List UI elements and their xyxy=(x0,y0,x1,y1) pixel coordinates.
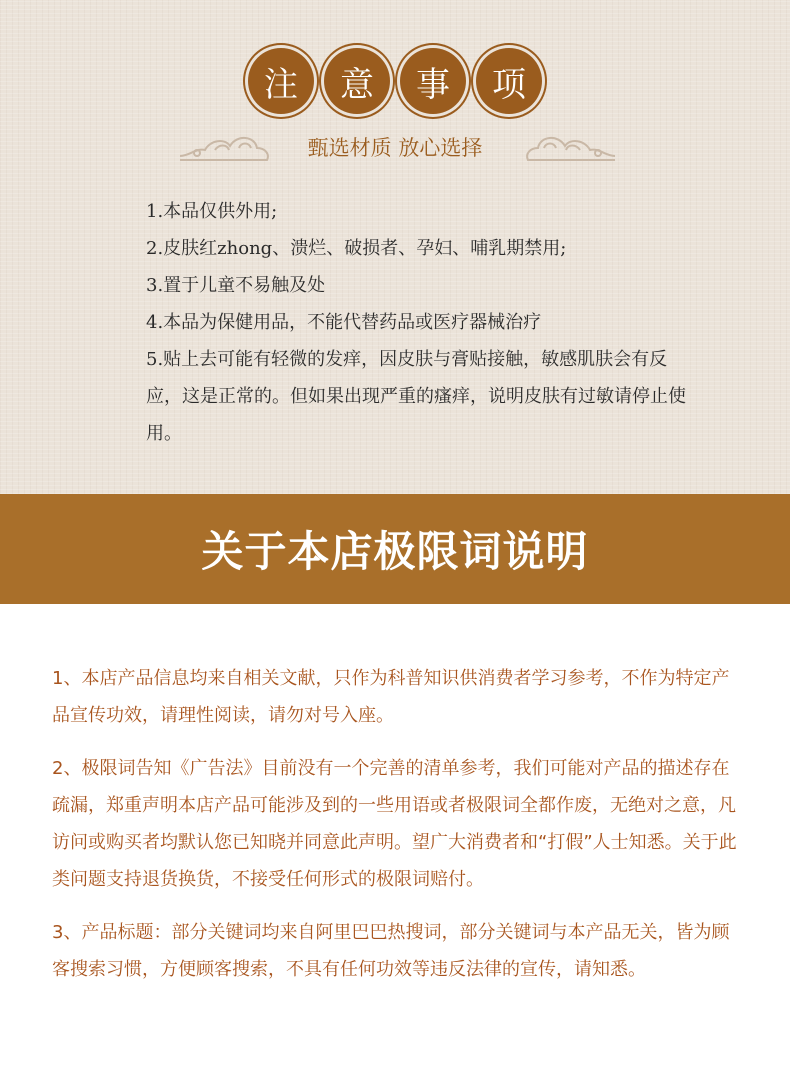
disclaimer-paragraph: 1、本店产品信息均来自相关文献，只作为科普知识供消费者学习参考，不作为特定产品宣传功效，请理性阅读，请勿对号入座。 xyxy=(52,668,730,726)
notice-section xyxy=(0,0,790,494)
notice-subtitle: 甄选材质 放心选择 xyxy=(307,136,483,160)
notice-item: 5.贴上去可能有轻微的发痒，因皮肤与膏贴接触，敏感肌肤会有反应，这是正常的。但如果出现严重的瘙痒，说明皮肤有过敏请停止使用。 xyxy=(146,349,686,444)
notice-title xyxy=(0,48,790,114)
disclaimer-paragraph: 3、产品标题：部分关键词均来自阿里巴巴热搜词，部分关键词与本产品无关，皆为顾客搜索习惯，方便顾客搜索，不具有任何功效等违反法律的宣传，请知悉。 xyxy=(52,922,730,980)
disclaimer-paragraph: 2、极限词告知《广告法》目前没有一个完善的清单参考，我们可能对产品的描述存在疏漏，郑重声明本店产品可能涉及到的一些用语或者极限词全都作废，无绝对之意，凡访问或购买者均默认您已知晓并同意此声明。望广大消费者和“打假”人士知悉。关于此类问题支持退货换货，不接受任何形式的极限词赔付。 xyxy=(52,758,737,890)
disclaimer-banner xyxy=(0,494,790,604)
title-seal-1: 注 xyxy=(248,48,314,114)
notice-item: 3.置于儿童不易触及处 xyxy=(146,275,326,296)
title-seal-3: 事 xyxy=(400,48,466,114)
title-seal-2: 意 xyxy=(324,48,390,114)
notice-item: 2.皮肤红zhong、溃烂、破损者、孕妇、哺乳期禁用; xyxy=(146,238,567,259)
banner-title: 关于本店极限词说明 xyxy=(201,527,589,576)
disclaimer-body xyxy=(52,660,742,1004)
title-seal-4: 项 xyxy=(476,48,542,114)
cloud-ornament-right-icon xyxy=(520,120,620,168)
notice-list xyxy=(146,193,691,452)
subtitle-row xyxy=(0,120,790,168)
notice-item: 1.本品仅供外用; xyxy=(146,201,278,222)
notice-item: 4.本品为保健用品，不能代替药品或医疗器械治疗 xyxy=(146,312,542,333)
